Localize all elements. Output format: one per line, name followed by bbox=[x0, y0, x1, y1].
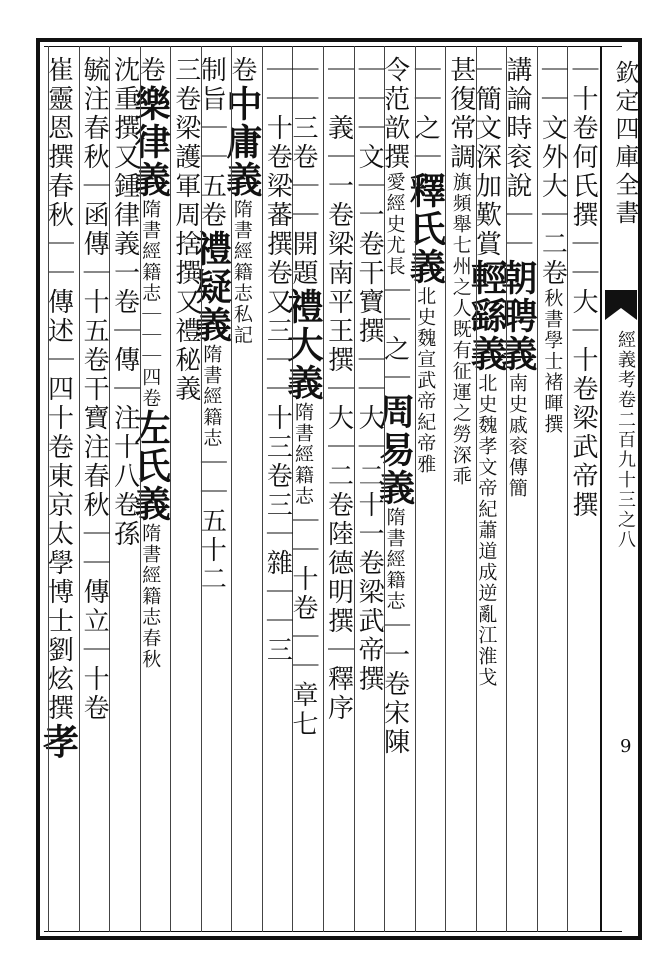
entry-heading: 輕繇義 bbox=[465, 259, 508, 373]
annotation-text: 北史魏宣武帝紀帝雅 bbox=[414, 286, 437, 475]
column-rule bbox=[354, 46, 355, 932]
column-rule bbox=[537, 46, 538, 932]
body-text: 卷又三｜｜十三卷三｜雜｜｜三 bbox=[262, 259, 293, 665]
text-column bbox=[220, 56, 263, 926]
body-text: ｜｜之｜ bbox=[379, 277, 410, 393]
body-text: ｜｜之｜ bbox=[410, 56, 441, 172]
text-column bbox=[356, 56, 383, 926]
text-column bbox=[129, 56, 172, 926]
body-text: 崔靈恩撰春秋｜｜傳述｜四十卷東京太學博士劉炫撰 bbox=[43, 56, 74, 723]
body-text: ｜｜三卷｜｜開題 bbox=[287, 56, 318, 288]
body-text: 三 bbox=[170, 56, 201, 85]
body-text: 甚復常調 bbox=[445, 56, 476, 172]
annotation-text: 旗頻舉七州之人既有征運之勞深乖 bbox=[449, 172, 472, 487]
entry-heading: 中庸義 bbox=[220, 85, 263, 199]
entry-heading: 左氏義 bbox=[129, 409, 172, 523]
body-text: ｜簡文深加歎賞 bbox=[471, 56, 502, 259]
entry-heading: 朝聘義 bbox=[495, 259, 538, 373]
text-column bbox=[569, 56, 596, 926]
column-rule bbox=[48, 46, 49, 932]
text-column bbox=[81, 56, 108, 926]
column-rule bbox=[231, 46, 232, 932]
body-text: ｜｜十卷｜｜章七 bbox=[287, 507, 318, 739]
text-column bbox=[264, 56, 291, 926]
text-column bbox=[495, 56, 538, 926]
column-rule bbox=[476, 46, 477, 932]
text-column bbox=[37, 56, 80, 926]
annotation-text: 隋書經籍志 bbox=[200, 344, 223, 449]
body-text: 制旨｜｜五卷 bbox=[196, 56, 227, 230]
body-text: 講論時衮說｜｜ bbox=[501, 56, 532, 259]
juan-number: 卷二百九十三之八 bbox=[615, 390, 636, 550]
annotation-text: 隋書經籍志 bbox=[291, 402, 314, 507]
text-column bbox=[404, 56, 447, 926]
section-label: 經義考 bbox=[615, 330, 636, 390]
column-rule bbox=[506, 46, 507, 932]
body-text: ｜十卷何氏撰｜｜大｜十卷梁武帝撰 bbox=[567, 56, 598, 520]
column-rule bbox=[567, 46, 568, 932]
entry-heading: 孝 bbox=[37, 723, 80, 761]
text-column bbox=[539, 56, 566, 926]
body-text: 毓注春秋｜函傳｜十五卷干寶注春秋｜｜傳立｜十卷 bbox=[79, 56, 110, 723]
annotation-text: 愛經史尤長 bbox=[383, 172, 406, 277]
column-rule bbox=[79, 46, 80, 932]
text-column bbox=[111, 56, 138, 926]
annotation-text: 隋書經籍志｜｜｜四卷 bbox=[139, 199, 162, 409]
body-text: 卷 bbox=[226, 56, 257, 85]
annotation-text: 隋書經籍志私記 bbox=[230, 199, 253, 346]
body-text: ｜｜｜文｜一卷干寶撰｜｜大｜二十一卷梁武帝撰 bbox=[354, 56, 385, 694]
text-column bbox=[281, 56, 324, 926]
entry-heading: 禮大義 bbox=[281, 288, 324, 402]
body-text: 卷梁護軍周捨撰又禮秘義 bbox=[170, 85, 201, 404]
entry-heading: 周易義 bbox=[373, 393, 416, 507]
juan-label bbox=[612, 330, 638, 550]
text-column bbox=[172, 56, 199, 926]
body-text: 令范歆撰 bbox=[379, 56, 410, 172]
annotation-text: 南史戚衮傳簡 bbox=[505, 373, 528, 499]
body-text: ｜一卷宋陳 bbox=[379, 612, 410, 757]
annotation-text: 秋書學士褚暉撰 bbox=[541, 288, 564, 435]
body-text: ｜｜十卷梁蕃撰 bbox=[262, 56, 293, 259]
entry-heading: 禮疑義 bbox=[190, 230, 233, 344]
text-column bbox=[325, 56, 352, 926]
entry-heading: 樂律義 bbox=[129, 85, 172, 199]
column-rule bbox=[201, 46, 202, 932]
body-text: 沈重撰又鍾律義一卷 bbox=[109, 56, 140, 317]
annotation-text: 隋書經籍志 bbox=[383, 507, 406, 612]
annotation-text: 北史魏孝文帝紀蕭道成逆亂江淮戈 bbox=[475, 373, 498, 688]
column-rule bbox=[384, 46, 385, 932]
book-title: 欽定四庫全書 bbox=[611, 60, 639, 228]
column-rule bbox=[140, 46, 141, 932]
text-column bbox=[447, 56, 474, 926]
body-text: ｜｜義｜一卷梁南平王撰｜大｜二卷陸德明撰｜釋序 bbox=[323, 56, 354, 723]
body-text: ｜｜文外大｜二卷 bbox=[537, 56, 568, 288]
folio-number: 9 bbox=[620, 736, 632, 757]
entry-heading: 釋氏義 bbox=[404, 172, 447, 286]
column-rule bbox=[109, 46, 110, 932]
annotation-text: 隋書經籍志春秋 bbox=[139, 523, 162, 670]
column-rule bbox=[323, 46, 324, 932]
text-column bbox=[373, 56, 416, 926]
body-text: ｜｜五十二 bbox=[196, 449, 227, 594]
text-column bbox=[190, 56, 233, 926]
body-text: ｜傳｜注十八卷孫 bbox=[109, 317, 140, 549]
body-text: 卷 bbox=[135, 56, 166, 85]
column-rule bbox=[292, 46, 293, 932]
text-column bbox=[465, 56, 508, 926]
